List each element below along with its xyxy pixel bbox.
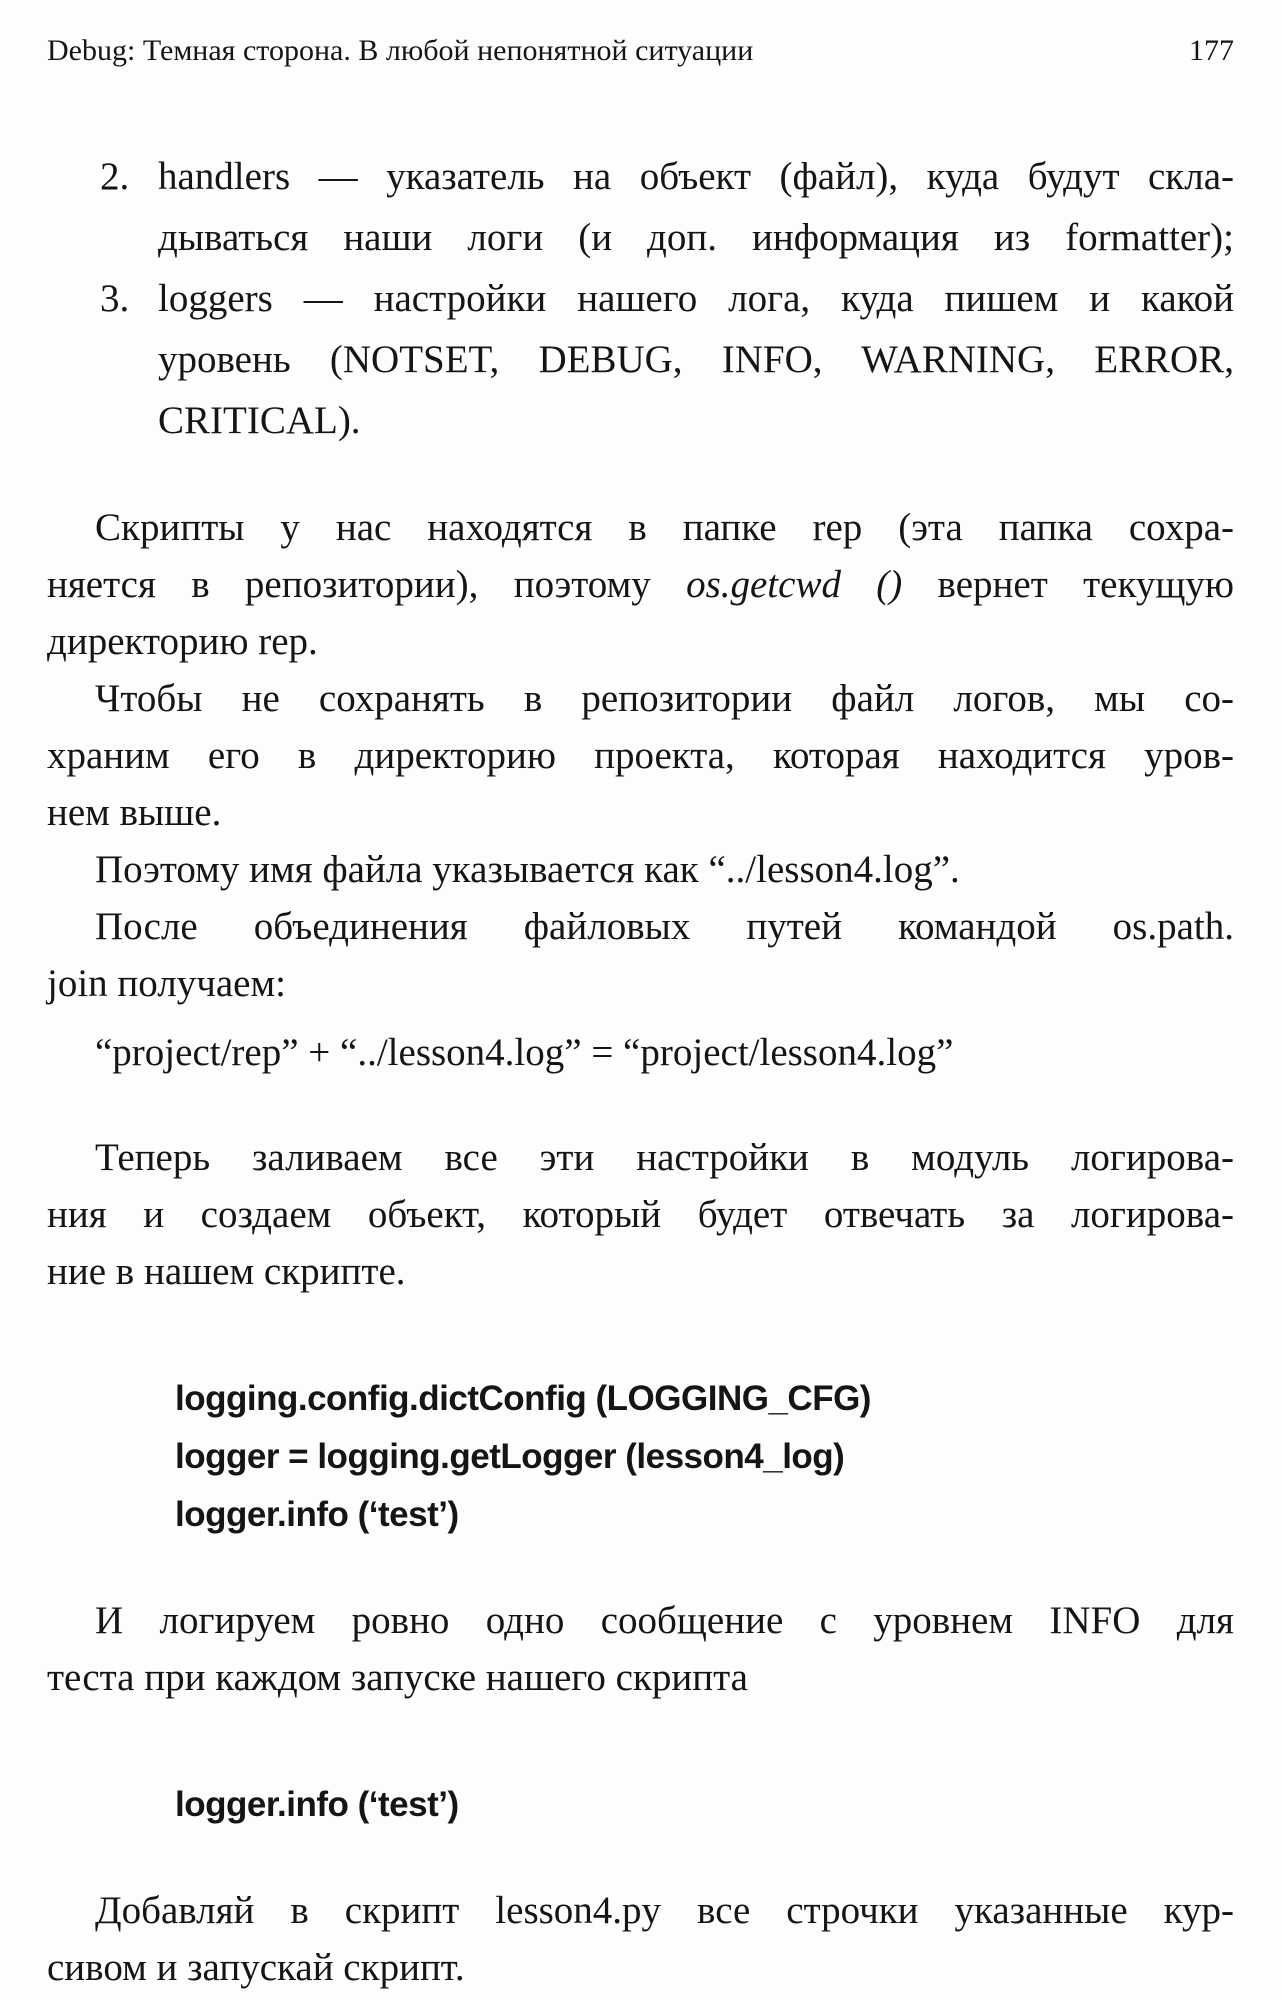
- code-line: [175, 1428, 1234, 1486]
- text-line: [47, 1243, 1234, 1300]
- text-segment: Чтобы не сохранять в репозитории файл логов, мы со-: [95, 677, 1234, 720]
- code-block: [47, 1370, 1234, 1544]
- text-segment: join получаем:: [47, 962, 286, 1005]
- paragraph: [47, 1129, 1234, 1300]
- text-line: [47, 727, 1234, 784]
- paragraph: [47, 1592, 1234, 1706]
- text-line: [47, 898, 1234, 955]
- text-segment: Скрипты у нас находятся в папке rep (эта папка сохра-: [95, 506, 1234, 549]
- text-segment: “project/rep” + “../lesson4.log” = “project/lesson4.log”: [95, 1031, 954, 1074]
- code-line: [175, 1776, 1234, 1834]
- paragraph: [47, 841, 1234, 898]
- text-segment: няется в репозитории), поэтому: [47, 563, 687, 606]
- text-line: [47, 1024, 1234, 1081]
- code-block: [47, 1776, 1234, 1834]
- page-header: [47, 30, 1234, 72]
- text-segment: logging.config.dictConfig (LOGGING_CFG): [175, 1379, 871, 1418]
- code-line: [175, 1486, 1234, 1544]
- text-line: [47, 1129, 1234, 1186]
- page-number: 177: [1189, 34, 1234, 67]
- running-head: Debug: Темная сторона. В любой непонятной ситуации: [47, 34, 754, 67]
- text-segment: handlers — указатель на объект (файл), куда будут скла-: [158, 155, 1234, 198]
- paragraph: [47, 898, 1234, 1012]
- paragraph: [47, 1882, 1234, 1996]
- text-line: [47, 613, 1234, 670]
- list-number: 3.: [100, 277, 130, 320]
- paragraph: [47, 499, 1234, 670]
- text-line: [47, 1882, 1234, 1939]
- text-segment: храним его в директорию проекта, которая находится уров-: [47, 734, 1234, 777]
- text-line: [47, 1186, 1234, 1243]
- text-segment: Теперь заливаем все эти настройки в модуль логирова-: [95, 1136, 1234, 1179]
- text-line: [47, 499, 1234, 556]
- italic-text: os.getcwd (): [686, 563, 903, 606]
- text-segment: Поэтому имя файла указывается как “../lesson4.log”.: [95, 848, 960, 891]
- text-line: [47, 1649, 1234, 1706]
- text-line: [47, 670, 1234, 727]
- text-segment: ние в нашем скрипте.: [47, 1250, 406, 1293]
- text-segment: Добавляй в скрипт lesson4.py все строчки указанные кур-: [95, 1889, 1234, 1932]
- text-segment: logger = logging.getLogger (lesson4_log): [175, 1437, 845, 1476]
- text-segment: теста при каждом запуске нашего скрипта: [47, 1656, 748, 1699]
- text-segment: logger.info (‘test’): [175, 1495, 459, 1534]
- text-segment: После объединения файловых путей командой os.path.: [95, 905, 1234, 948]
- text-segment: logger.info (‘test’): [175, 1785, 459, 1824]
- text-line: [47, 1939, 1234, 1996]
- list-item: [47, 146, 1234, 268]
- page-content: [47, 146, 1234, 1996]
- text-line: [47, 1592, 1234, 1649]
- text-line: [47, 841, 1234, 898]
- text-segment: директорию rep.: [47, 620, 318, 663]
- text-line: [47, 329, 1234, 390]
- list-item: [47, 268, 1234, 451]
- text-segment: уровень (NOTSET, DEBUG, INFO, WARNING, ERROR,: [158, 338, 1234, 381]
- paragraph: [47, 1024, 1234, 1081]
- text-line: [47, 784, 1234, 841]
- text-line: [47, 268, 1234, 329]
- text-segment: нем выше.: [47, 791, 222, 834]
- text-line: [47, 955, 1234, 1012]
- text-segment: И логируем ровно одно сообщение с уровнем INFO для: [95, 1599, 1234, 1642]
- paragraph: [47, 670, 1234, 841]
- text-segment: дываться наши логи (и доп. информация из formatter);: [158, 216, 1234, 259]
- text-segment: CRITICAL).: [158, 399, 361, 442]
- list-number: 2.: [100, 155, 130, 198]
- text-line: [47, 390, 1234, 451]
- text-segment: сивом и запускай скрипт.: [47, 1946, 465, 1989]
- text-segment: ния и создаем объект, который будет отвечать за логирова-: [47, 1193, 1234, 1236]
- text-segment: вернет текущую: [902, 563, 1235, 606]
- text-line: [47, 556, 1234, 613]
- text-segment: loggers — настройки нашего лога, куда пишем и какой: [158, 277, 1234, 320]
- text-line: [47, 207, 1234, 268]
- code-line: [175, 1370, 1234, 1428]
- text-line: [47, 146, 1234, 207]
